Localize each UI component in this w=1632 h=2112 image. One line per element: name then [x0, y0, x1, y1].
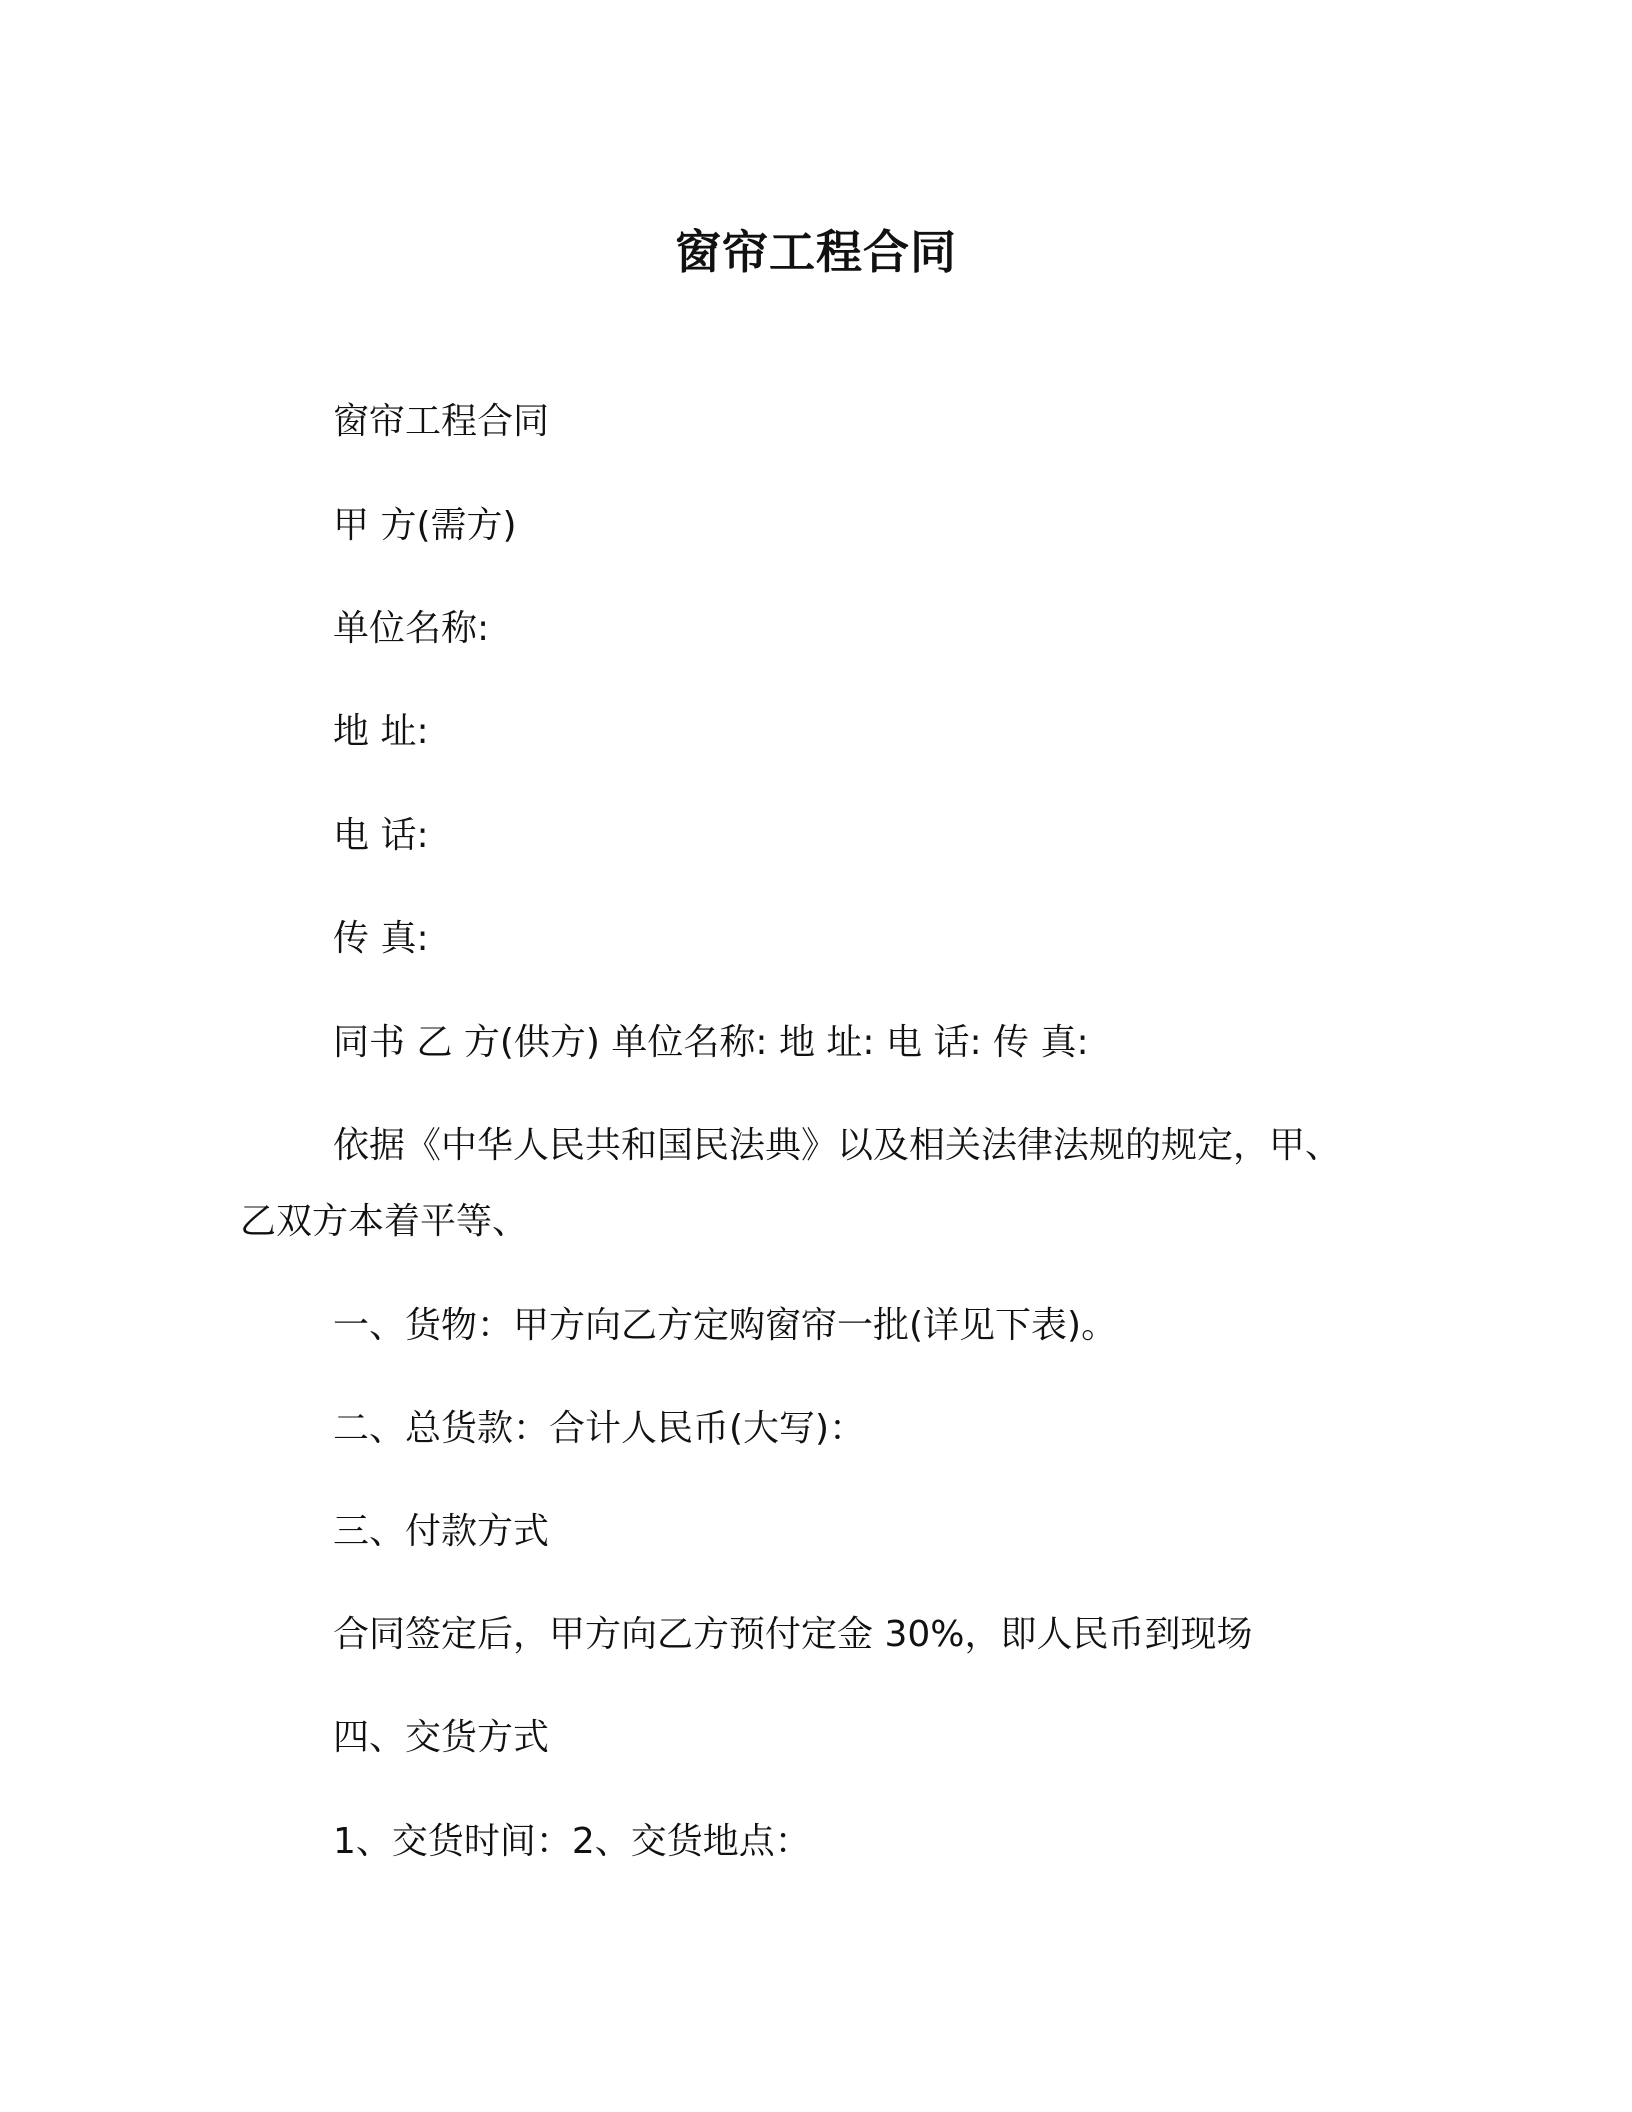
section-payment-method: 三、付款方式: [333, 1511, 550, 1552]
party-b-info-line: 同书 乙 方(供方) 单位名称: 地 址: 电 话: 传 真:: [333, 1022, 1089, 1063]
party-a-heading: 甲 方(需方): [333, 505, 517, 546]
payment-method-detail: 合同签定后，甲方向乙方预付定金 30%，即人民币到现场: [333, 1614, 1253, 1655]
legal-basis-line-2: 乙双方本着平等、: [240, 1201, 529, 1242]
party-a-fax: 传 真:: [333, 918, 429, 959]
legal-basis-line-1: 依据《中华人民共和国民法典》以及相关法律法规的规定，甲、: [333, 1125, 1342, 1166]
party-a-phone: 电 话:: [333, 815, 429, 856]
section-delivery-method: 四、交货方式: [333, 1717, 550, 1758]
document-title: 窗帘工程合同: [675, 225, 957, 279]
party-a-unit-name: 单位名称:: [333, 608, 490, 649]
party-a-address: 地 址:: [333, 711, 429, 752]
contract-name-line: 窗帘工程合同: [333, 401, 550, 442]
section-goods: 一、货物：甲方向乙方定购窗帘一批(详见下表)。: [333, 1305, 1118, 1346]
section-total-payment: 二、总货款：合计人民币(大写)：: [333, 1408, 866, 1449]
delivery-time-place: 1、交货时间：2、交货地点：: [333, 1821, 811, 1862]
